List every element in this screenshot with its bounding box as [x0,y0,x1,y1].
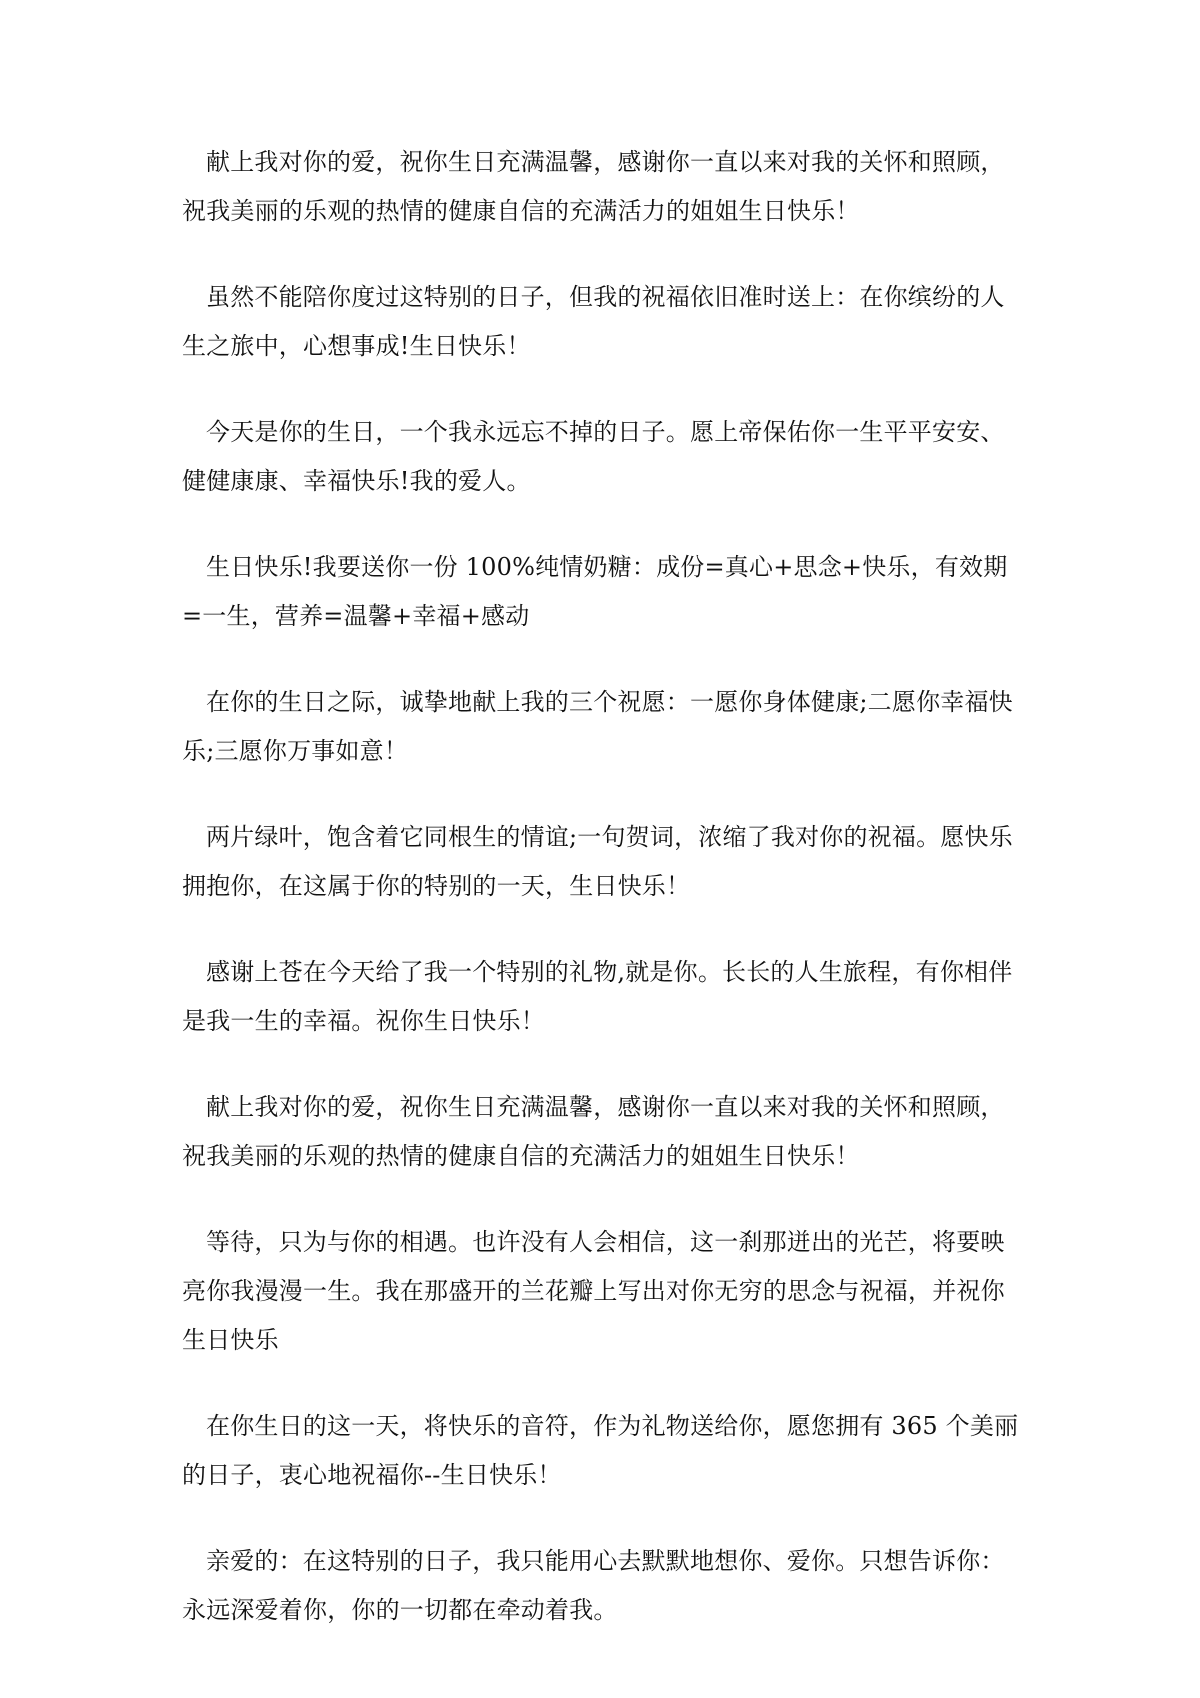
paragraph-3: 今天是你的生日，一个我永远忘不掉的日子。愿上帝保佑你一生平平安安、健健康康、幸福快乐!我的爱人。 [182,418,1005,495]
paragraph-9: 等待，只为与你的相遇。也许没有人会相信，这一刹那迸出的光芒，将要映亮你我漫漫一生。我在那盛开的兰花瓣上写出对你无穷的思念与祝福，并祝你生日快乐 [182,1228,1005,1354]
paragraph-2: 虽然不能陪你度过这特别的日子，但我的祝福依旧准时送上：在你缤纷的人生之旅中，心想事成!生日快乐！ [182,283,1005,360]
document-body [182,138,1022,1672]
paragraph-5: 在你的生日之际，诚挚地献上我的三个祝愿：一愿你身体健康;二愿你幸福快乐;三愿你万事如意！ [182,688,1013,765]
paragraph-6: 两片绿叶，饱含着它同根生的情谊;一句贺词，浓缩了我对你的祝福。愿快乐拥抱你，在这属于你的特别的一天，生日快乐！ [182,823,1013,900]
paragraph-7: 感谢上苍在今天给了我一个特别的礼物,就是你。长长的人生旅程，有你相伴是我一生的幸福。祝你生日快乐！ [182,958,1013,1035]
paragraph-1: 献上我对你的爱，祝你生日充满温馨，感谢你一直以来对我的关怀和照顾，祝我美丽的乐观的热情的健康自信的充满活力的姐姐生日快乐！ [182,148,1005,225]
paragraph-11: 亲爱的：在这特别的日子，我只能用心去默默地想你、爱你。只想告诉你：永远深爱着你，你的一切都在牵动着我。 [182,1547,1005,1624]
paragraph-8: 献上我对你的爱，祝你生日充满温馨，感谢你一直以来对我的关怀和照顾，祝我美丽的乐观的热情的健康自信的充满活力的姐姐生日快乐！ [182,1093,1005,1170]
paragraph-10: 在你生日的这一天，将快乐的音符，作为礼物送给你，愿您拥有 365 个美丽的日子，衷心地祝福你--生日快乐！ [182,1412,1019,1489]
paragraph-4: 生日快乐!我要送你一份 100%纯情奶糖：成份=真心+思念+快乐，有效期=一生，营养=温馨+幸福+感动 [182,553,1008,630]
